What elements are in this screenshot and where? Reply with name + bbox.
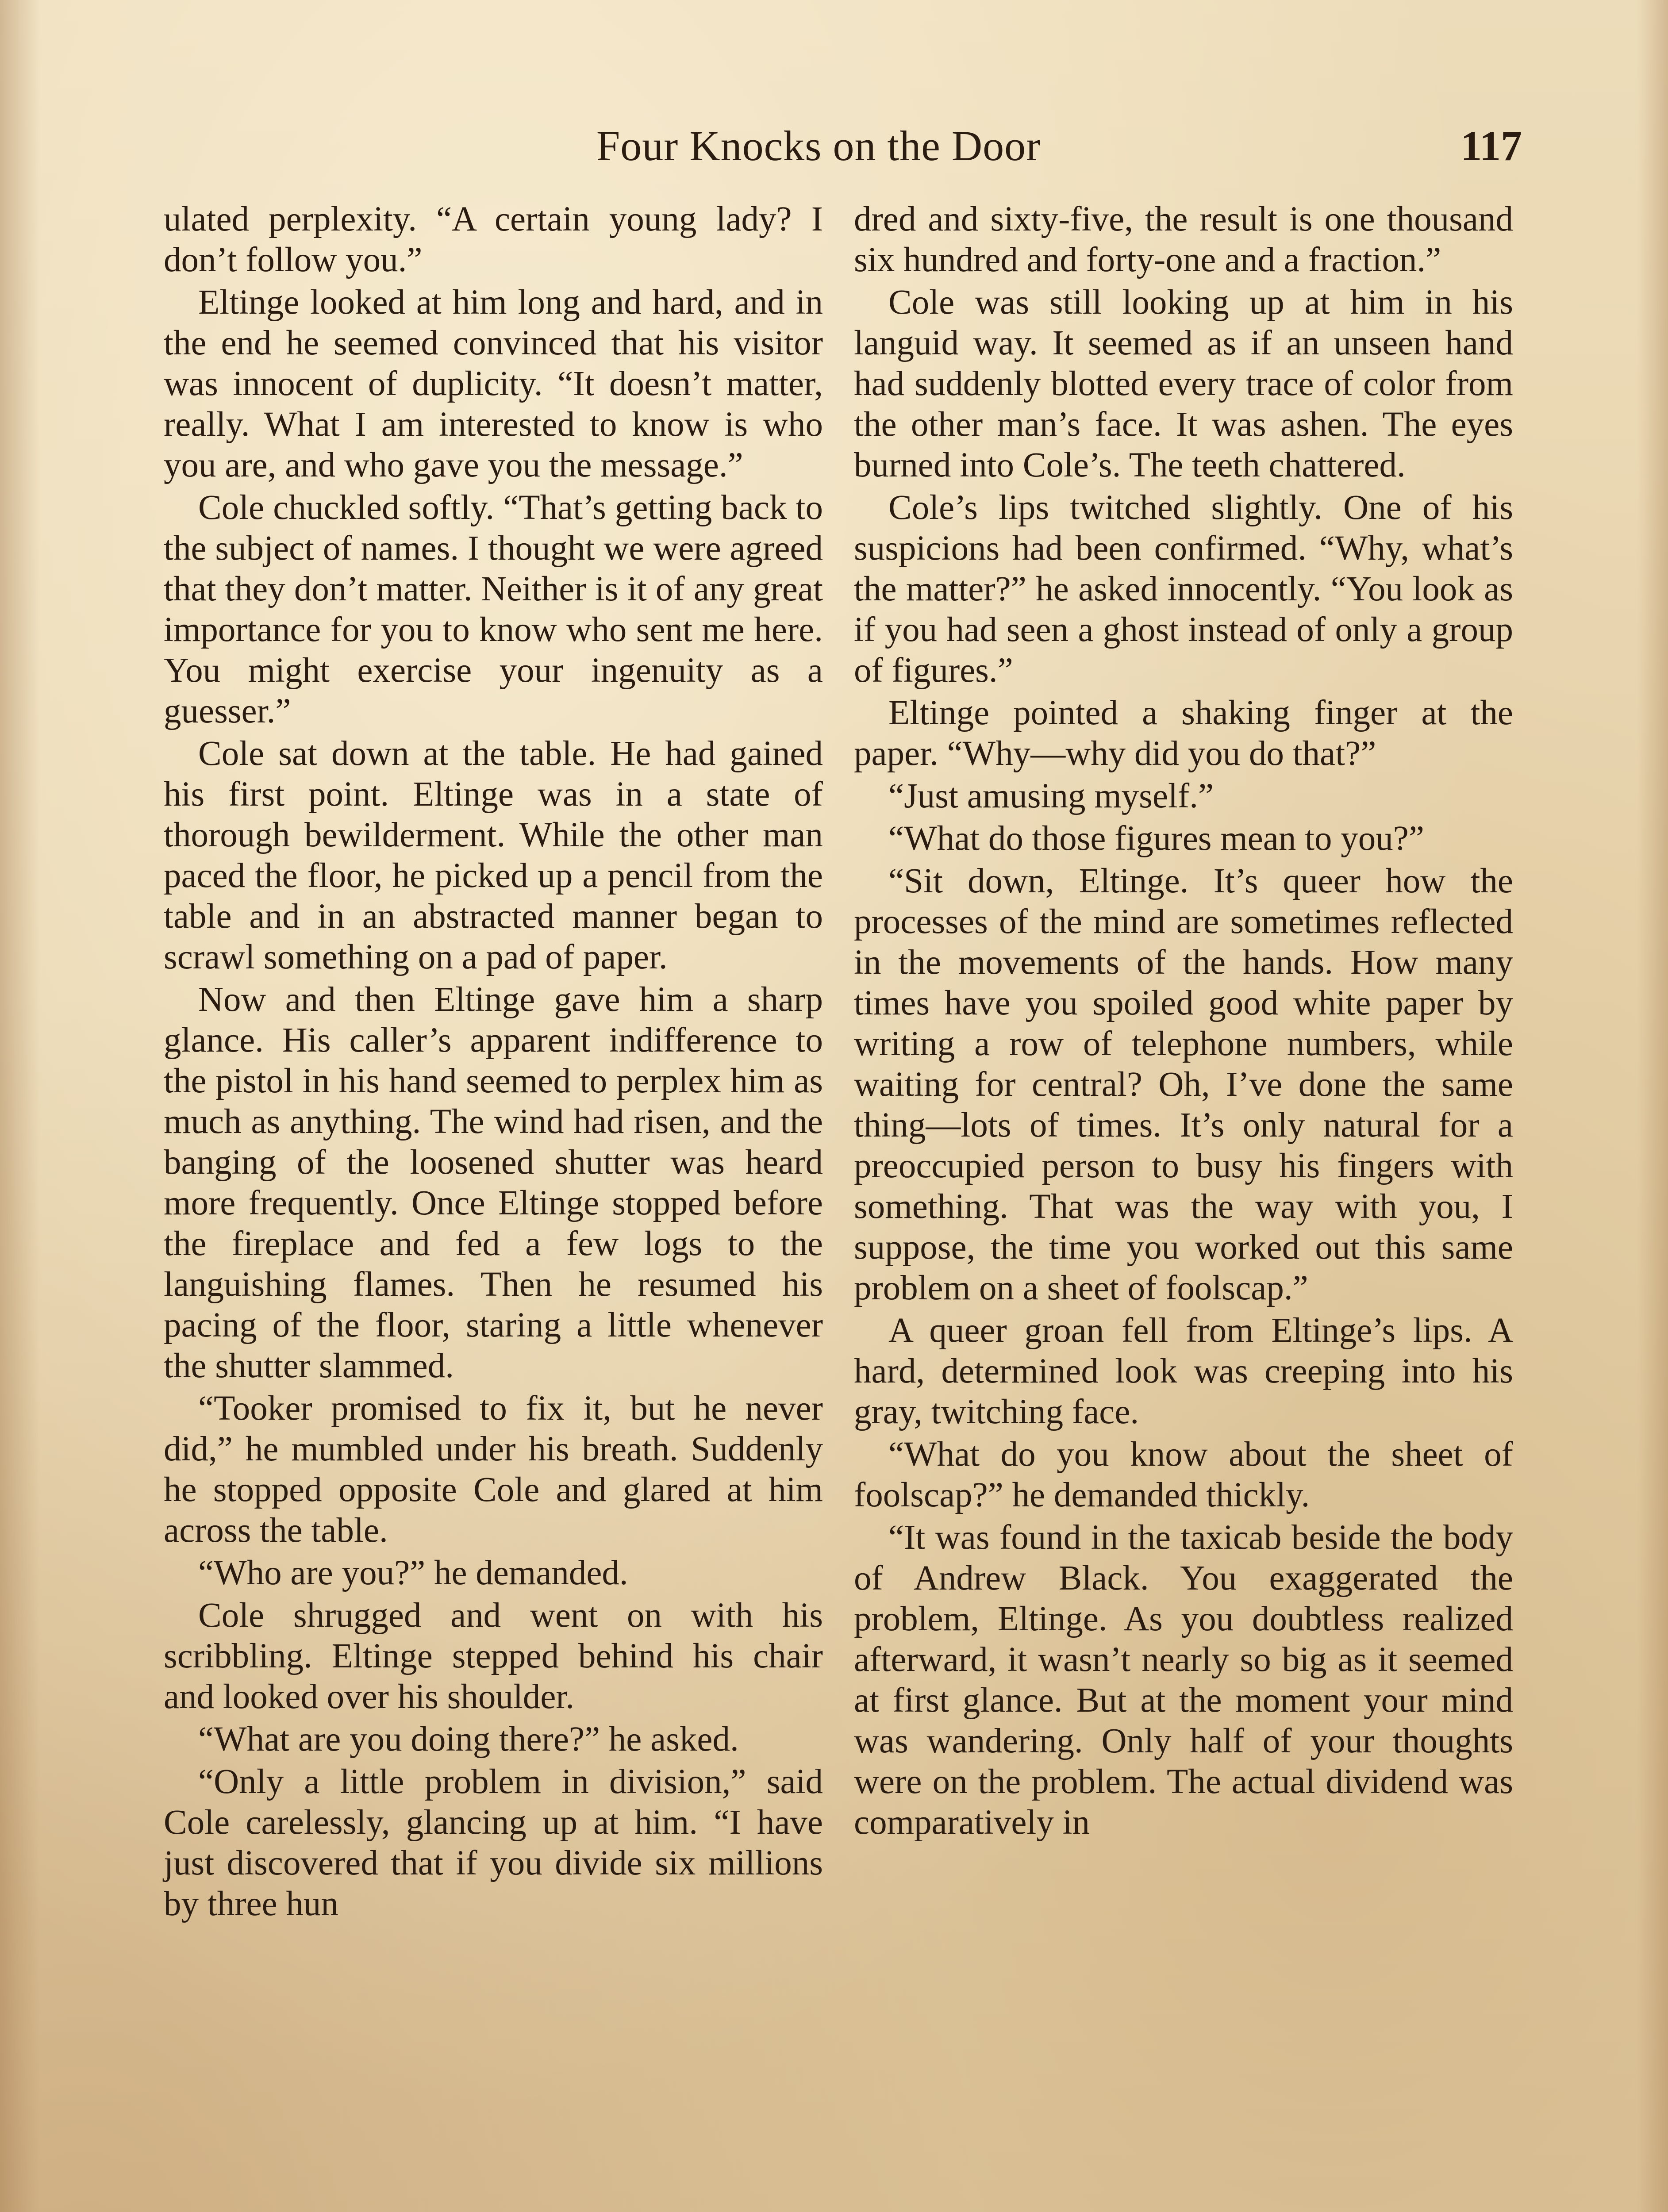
paragraph: Now and then Eltinge gave him a sharp glance. His caller’s apparent indifference to the pistol in his hand seemed to perplex him as much as anything. The wind had risen, and the banging of the loosened shutter was heard more frequently. Once Eltinge stopped before the fireplace and fed a few logs to the languishing flames. Then he resumed his pacing of the floor, staring a little whenever the shutter slammed. [164, 980, 823, 1385]
page-edge-shadow-right [1637, 0, 1668, 2212]
paragraph: “What do you know about the sheet of foolscap?” he demanded thickly. [854, 1435, 1513, 1514]
paragraph: “Tooker promised to fix it, but he never did,” he mumbled under his breath. Suddenly he stopped opposite Cole and glared at him across the table. [164, 1389, 823, 1550]
left-text-column [164, 199, 823, 1926]
paragraph: dred and sixty-five, the result is one thousand six hundred and forty-one and a fraction.” [854, 200, 1513, 279]
paragraph: “Sit down, Eltinge. It’s queer how the processes of the mind are sometimes reflected in the movements of the hands. How many times have you spoiled good white paper by writing a row of telephone numbers, while waiting for central? Oh, I’ve done the same thing—lots of times. It’s only natural for a preoccupied person to busy his fingers with something. That was the way with you, I suppose, the time you worked out this same problem on a sheet of foolscap.” [854, 862, 1513, 1307]
paragraph: “Only a little problem in division,” said Cole carelessly, glancing up at him. “I have just discovered that if you divide six millions by three hun [164, 1763, 823, 1923]
right-text-column [854, 199, 1513, 1845]
paragraph: Cole’s lips twitched slightly. One of his suspicions had been confirmed. “Why, what’s the matter?” he asked innocently. “You look as if you had seen a ghost instead of only a group of figures.” [854, 488, 1513, 690]
paragraph: “What are you doing there?” he asked. [198, 1720, 739, 1759]
running-title: Four Knocks on the Door [596, 122, 1041, 169]
paragraph: “Just amusing myself.” [888, 777, 1214, 815]
page-number: 117 [1460, 122, 1522, 169]
paragraph: Cole sat down at the table. He had gained his first point. Eltinge was in a state of thorough bewilderment. While the other man paced the floor, he picked up a pencil from the table and in an abstracted manner began to scrawl something on a pad of paper. [164, 734, 823, 976]
paragraph: A queer groan fell from Eltinge’s lips. A hard, determined look was creeping into his gray, twitching face. [854, 1311, 1513, 1431]
paragraph: Cole shrugged and went on with his scribbling. Eltinge stepped behind his chair and looked over his shoulder. [164, 1596, 823, 1716]
paragraph: Cole chuckled softly. “That’s getting back to the subject of names. I thought we were agreed that they don’t matter. Neither is it of any great importance for you to know who sent me here. You might exercise your ingenuity as a guesser.” [164, 488, 823, 730]
paragraph: Cole was still looking up at him in his languid way. It seemed as if an unseen hand had suddenly blotted every trace of color from the other man’s face. It was ashen. The eyes burned into Cole’s. The teeth chattered. [854, 283, 1513, 484]
paragraph: ulated perplexity. “A certain young lady? I don’t follow you.” [164, 200, 823, 279]
paragraph: “What do those figures mean to you?” [888, 819, 1424, 858]
page-edge-shadow-left [0, 0, 40, 2212]
paragraph: Eltinge looked at him long and hard, and in the end he seemed convinced that his visitor was innocent of duplicity. “It doesn’t matter, really. What I am interested to know is who you are, and who gave you the message.” [164, 283, 823, 484]
paragraph: Eltinge pointed a shaking finger at the paper. “Why—why did you do that?” [854, 694, 1513, 773]
paragraph: “It was found in the taxicab beside the body of Andrew Black. You exaggerated the problem, Eltinge. As you doubtless realized afterward, it wasn’t nearly so big as it seemed at first glance. But at the moment your mind was wandering. Only half of your thoughts were on the problem. The actual dividend was comparatively in [854, 1518, 1513, 1842]
paragraph: “Who are you?” he demanded. [198, 1554, 628, 1592]
